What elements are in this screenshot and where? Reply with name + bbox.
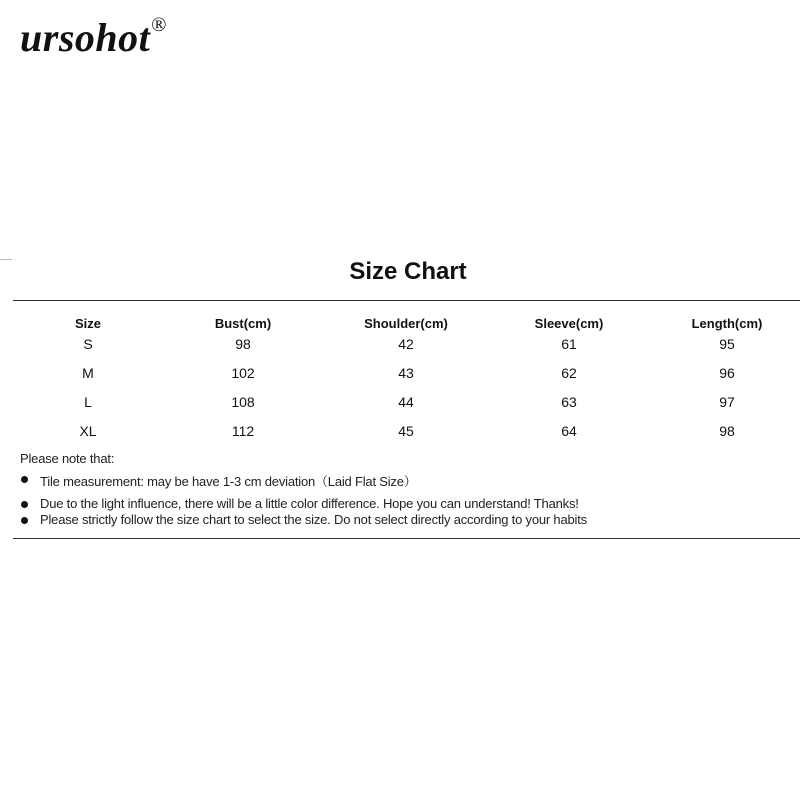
cell-size: S (83, 336, 93, 352)
cell-shoulder: 45 (398, 423, 414, 439)
cell-bust: 102 (231, 365, 255, 381)
note-text: Due to the light influence, there will be a little color difference. Hope you can understand! Thanks! (40, 496, 579, 511)
top-divider (13, 300, 800, 301)
cell-sleeve: 63 (561, 394, 577, 410)
cell-length: 97 (719, 394, 735, 410)
note-item (20, 496, 587, 511)
bottom-divider (13, 538, 800, 539)
note-text: Tile measurement: may be have 1-3 cm deviation（Laid Flat Size） (40, 474, 417, 489)
table-row (0, 394, 800, 423)
bullet-icon (21, 517, 28, 524)
notes-heading: Please note that: (20, 451, 115, 466)
note-text: Please strictly follow the size chart to select the size. Do not select directly according to your habits (40, 512, 587, 527)
header-length: Length(cm) (691, 316, 763, 331)
cell-shoulder: 43 (398, 365, 414, 381)
table-header-row (0, 316, 800, 336)
cell-sleeve: 62 (561, 365, 577, 381)
size-table (0, 316, 800, 452)
note-item (20, 512, 587, 527)
brand-logo (20, 14, 166, 61)
table-row (0, 336, 800, 365)
cell-sleeve: 64 (561, 423, 577, 439)
cell-shoulder: 42 (398, 336, 414, 352)
header-shoulder: Shoulder(cm) (364, 316, 448, 331)
header-bust: Bust(cm) (214, 316, 272, 331)
table-row (0, 365, 800, 394)
cell-size: L (84, 394, 92, 410)
cell-shoulder: 44 (398, 394, 414, 410)
cell-size: XL (79, 423, 97, 439)
cell-sleeve: 61 (561, 336, 577, 352)
cell-length: 95 (719, 336, 735, 352)
notes-section (20, 451, 587, 531)
table-row (0, 423, 800, 452)
cell-bust: 112 (231, 423, 255, 439)
brand-name: ursohot (20, 15, 151, 60)
cell-bust: 98 (235, 336, 251, 352)
header-sleeve: Sleeve(cm) (534, 316, 604, 331)
cell-size: M (82, 365, 94, 381)
bullet-icon (21, 501, 28, 508)
cell-length: 98 (719, 423, 735, 439)
header-size: Size (74, 316, 102, 331)
bullet-icon (21, 476, 28, 483)
cell-bust: 108 (231, 394, 255, 410)
page-title: Size Chart (349, 258, 467, 285)
note-item (20, 471, 587, 490)
registered-mark: ® (151, 14, 167, 36)
cell-length: 96 (719, 365, 735, 381)
